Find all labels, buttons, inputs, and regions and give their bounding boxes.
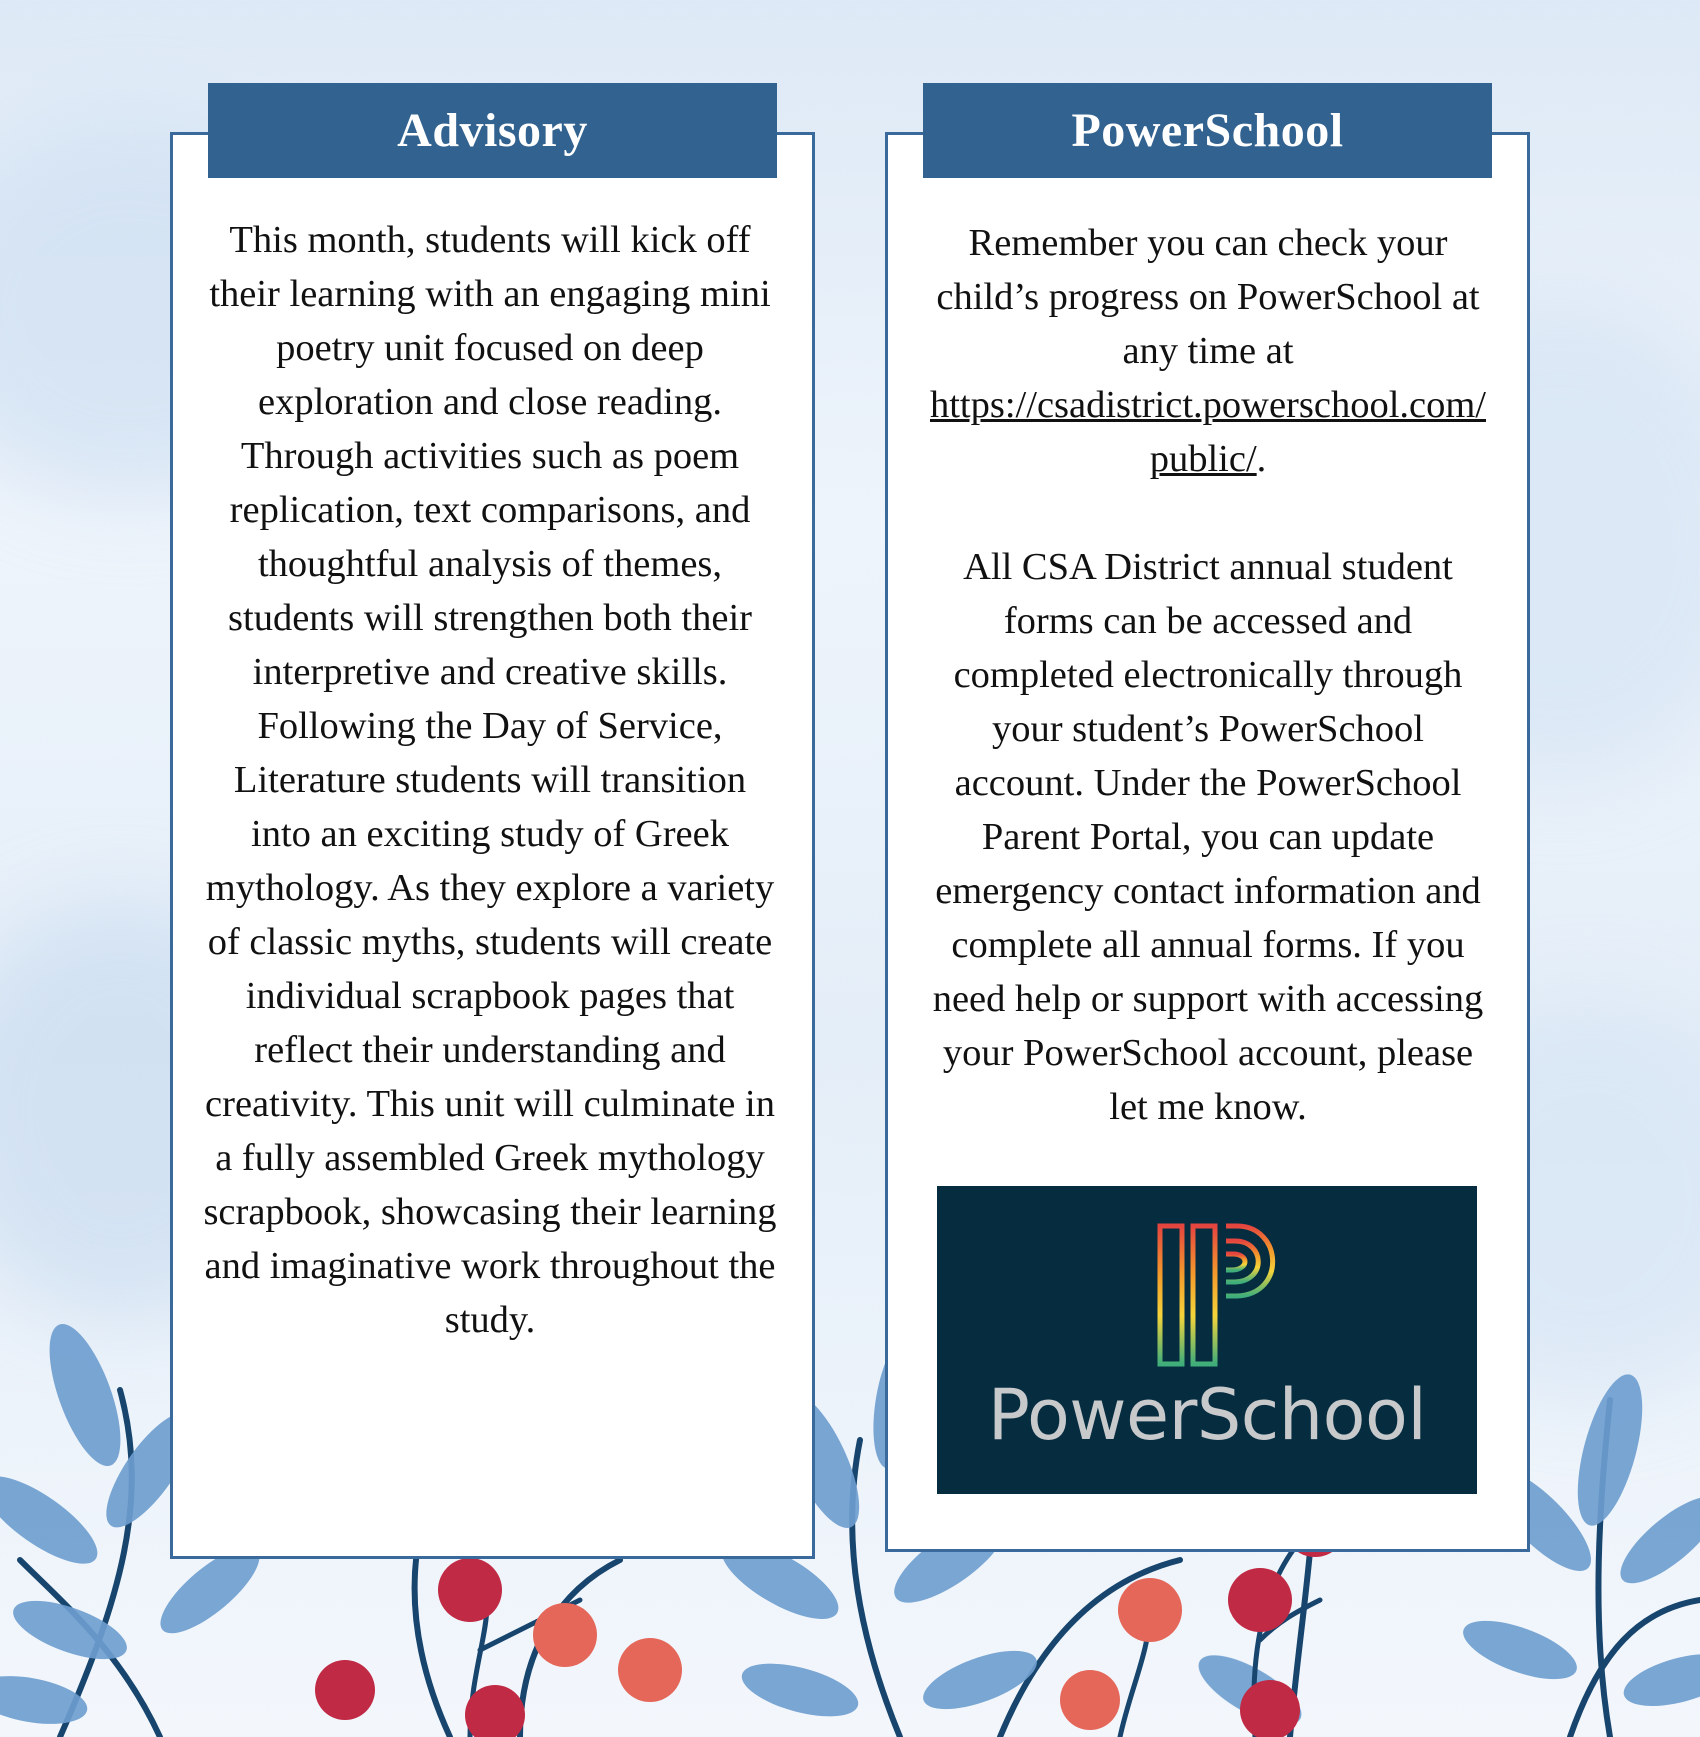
advisory-title: Advisory <box>208 83 777 178</box>
powerschool-link[interactable]: https://csadistrict.powerschool.com/public/ <box>929 384 1486 480</box>
advisory-body-text: This month, students will kick off their learning with an engaging mini poetry unit focused on deep exploration and close reading. Through activities such as poem replication, text comparisons, and thoughtful analysis of themes, students will strengthen both their interpretive and creative skills. Following the Day of Service, Literature students will transition into an exciting study of Greek mythology. As they explore a variety of classic myths, students will create individual scrapbook pages that reflect their understanding and creativity. This unit will culminate in a fully assembled Greek mythology scrapbook, showcasing their learning and imaginative work throughout the study. <box>203 219 777 1341</box>
link-suffix: . <box>1256 438 1267 480</box>
powerschool-intro-text: Remember you can check your child’s progress on PowerSchool at any time at <box>936 222 1480 372</box>
powerschool-body <box>928 216 1488 1134</box>
powerschool-logo-text: PowerSchool <box>987 1374 1427 1456</box>
powerschool-title: PowerSchool <box>923 83 1492 178</box>
paragraph-spacer <box>928 486 1488 540</box>
powerschool-forms-text: All CSA District annual student forms can be accessed and completed electronically through your student’s PowerSchool account. Under the PowerSchool Parent Portal, you can update emergency contact information and complete all annual forms. If you need help or support with accessing your PowerSchool account, please let me know. <box>932 546 1484 1128</box>
powerschool-link-line <box>928 378 1488 486</box>
powerschool-logo <box>937 1186 1477 1494</box>
